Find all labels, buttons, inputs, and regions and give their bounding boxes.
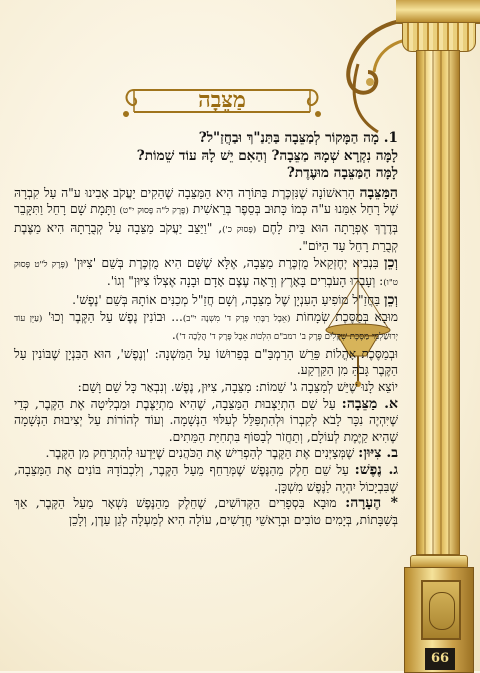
- page-number: 66: [425, 648, 455, 670]
- paragraph-9: ג. נֶפֶשׁ: עַל שֵׁם חֵלֶק מֵהַנֶּפֶשׁ שֶׁמְּרַחֵף מֵעַל הַקֶּבֶר, וְלִכְבוֹדָהּ בּוֹנִים אֶת הַמַּצֵּבָה, שֶׁבִּבְיָכוֹל יִהְיֶה לַנֶּפֶשׁ מִשְׁכָּן.: [14, 462, 398, 494]
- paragraph-8: ב. צִיּוּן: שֶׁמְּצַיְּנִים אֶת הַקֶּבֶר לְהַפְרִישׁ אֶת הַכֹּהֲנִים שֶׁיֵּדְעוּ לְהִתְרַחֵק מִן הַקֶּבֶר.: [45, 445, 398, 462]
- question-2: לָמָּה נִקְרָא שְׁמָהּ מַצֵּבָה? וְהַאִם יֵשׁ לָהּ עוֹד שֵׁמוֹת?: [136, 147, 398, 164]
- paragraph-5: וּבְמַסֶּכֶת אָהֳלוֹת פֵּרֵשׁ הָרַמְבַּ"ם בְּפֵרוּשׁוֹ עַל הַמִּשְׁנָה: 'וְנֶפֶשׁ', הוּא הַבִּנְיָן שֶׁבּוֹנִין עַל הַקֶּבֶר גָּבֹהַּ מִן הַקַּרְקַע.: [14, 346, 398, 378]
- golden-pillar: [396, 0, 480, 671]
- paragraph-7: א. מַצֵּבָה: עַל שֵׁם הִתְיַצְּבוּת הַמַּצֵּבָה, שֶׁהִיא מִתְיַצֶּבֶת וּמַבְלִיטָה אֶת הַקֶּבֶר, כְּדֵי שֶׁיִּהְיֶה נִכָּר לָבֹא לְקִבְרוֹ וּלְהִתְפַּלֵּל לְעִלּוּי הַנְּשָׁמָה. וְעוֹד לְהוֹרוֹת עַל יְצִיבוּת הַנְּשָׁמָה שֶׁהִיא קַיֶּמֶת לְעוֹלָם, וְתַחֲזֹר לְבַסּוֹף בִּתְחִיַּת הַמֵּתִים.: [14, 395, 398, 444]
- paragraph-3: וְכֵן בַּחֲזַ"ל מוֹפִיעַ הָעִנְיָן שֶׁל מַצֵּבָה, וְשָׁם חֲזַ"ל מְכַנִּים אוֹתָהּ בְּשֵׁם 'נֶפֶשׁ'.: [72, 292, 398, 309]
- question-3: לָמָּה הַמַּצֵּבָה מוּעֶדֶת?: [286, 165, 398, 181]
- page-title: מַצֵּבָה: [198, 87, 246, 113]
- note-paragraph: * הֶעָרָה: מוּבָא בִּסְפָרִים הַקְּדוֹשִׁים, שֶׁחֵלֶק מֵהַנֶּפֶשׁ נִשְׁאָר מֵעַל הַקֶּבֶר, אַךְ בְּשַׁבָּתוֹת, בְּיָמִים טוֹבִים וּבְרָאשֵׁי חֳדָשִׁים, עוֹלָה הִיא לְמַעְלָה לְגַן עֵדֶן, וְלָכֵן: [14, 495, 398, 527]
- question-1: 1. מָה הַמָּקוֹר לְמַצֵּבָה בַּתַּנַ"ךְ וּבַחֲזַ"ל?: [198, 130, 398, 146]
- paragraph-1: הַמַּצֵּבָה הָרִאשׁוֹנָה שֶׁנִּזְכֶּרֶת בַּתּוֹרָה הִיא הַמַּצֵּבָה שֶׁהֵקִים יַעֲקֹב אָבִינוּ ע"ה עַל קִבְרָהּ שֶׁל רָחֵל אִמֵּנוּ ע"ה כְּמוֹ כָּתוּב בְּסֵפֶר בְּרֵאשִׁית (פֶּרֶק ל"ה פָּסוּק י"ט) וַתָּמָת שָׁם רָחֵל וַתִּקָּבֵר בְּדֶרֶךְ אֶפְרָתָה הוּא בֵּית לָחֶם (פָּסוּק כ'), "וַיַּצֵּב יַעֲקֹב מַצֵּבָה עַל קְבֻרָתָהּ הִיא מַצֶּבֶת קְבֻרַת רָחֵל עַד הַיּוֹם".: [14, 184, 398, 254]
- article-body: [14, 130, 398, 528]
- paragraph-2: וְכֵן בִּנְבִיא יְחֶזְקֵאל מֻזְכֶּרֶת מַצֵּבָה, אֶלָּא שֶׁשָּׁם הִיא מֻזְכֶּרֶת בְּשֵׁם 'צִיּוּן' (פֶּרֶק ל"ט פָּסוּק ט"ו): וְעָבְרוּ הָעֹבְרִים בָּאָרֶץ וְרָאָה עֶצֶם אָדָם וּבָנָה אֶצְלוֹ צִיּוּן" וְגוֹ'.: [14, 254, 398, 289]
- paragraph-6: יוֹצֵא לָנוּ שֶׁיֵּשׁ לְמַצֵּבָה ג' שֵׁמוֹת: מַצֵּבָה, צִיּוּן, נֶפֶשׁ. וְנִבְאַר כָּל שֵׁם וָשֵׁם:: [77, 380, 398, 395]
- paragraph-4: מוּבָא בְּמַסֶּכֶת שְׂמָחוֹת (אֵבֶל רַבָּתִי פֶּרֶק ד' מִשְׁנָה י"ב)... וּבוֹנִין נֶפֶשׁ עַל הַקֶּבֶר וְכוּ' (עַיֵּן עוֹד יְרוּשַׁלְמִי מַסֶּכֶת שְׁקָלִים פֶּרֶק ב' רמב"ם הִלְכוֹת אֵבֶל פֶּרֶק ד' הֲלָכָה ד').: [14, 309, 398, 343]
- plinth-panel: [421, 580, 461, 640]
- title-banner: [120, 80, 324, 120]
- ornamental-bracket: [318, 0, 408, 140]
